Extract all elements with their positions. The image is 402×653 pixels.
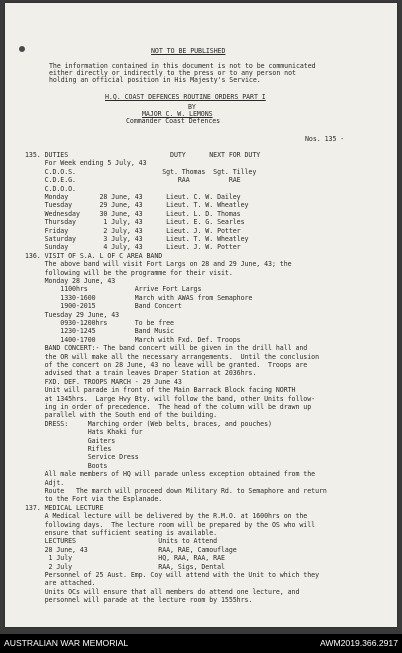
body-line: Rifles xyxy=(25,445,112,453)
body-line: Monday 28 June, 43 Lieut. C. W. Dailey xyxy=(25,193,241,201)
author-title: Commander Coast Defences xyxy=(126,117,221,125)
body-line: Friday 2 July, 43 Lieut. J. W. Potter xyxy=(25,226,241,235)
body-line: Route The march will proceed down Military Rd. to Semaphore and return xyxy=(25,487,327,495)
body-line: 1900-2015 Band Concert xyxy=(25,302,182,311)
footer-institution: AUSTRALIAN WAR MEMORIAL xyxy=(4,638,129,648)
body-line: of the concert on 28 June, 43 no leave will be granted. Troops are xyxy=(25,361,308,369)
body-line: Gaiters xyxy=(25,436,116,445)
order-number: Nos. 135 - xyxy=(305,135,345,143)
body-line: DRESS: Marching order (Web belts, braces, and pouches) xyxy=(25,419,272,428)
body-line: C.D.O.S. Sgt. Thomas Sgt. Tilley xyxy=(25,167,257,176)
body-line: Personnel of 25 Aust. Emp. Coy will attend with the Unit to which they xyxy=(25,571,319,579)
body-line: ensure that sufficient seating is available. xyxy=(25,529,218,537)
author-name: MAJOR C. W. LEMONS xyxy=(142,110,213,118)
by-line: BY xyxy=(188,103,196,111)
body-line: Hats Khaki fur xyxy=(25,428,143,437)
body-line: The above band will visit Fort Largs on 28 and 29 June, 43; the xyxy=(25,260,292,269)
punch-hole xyxy=(19,46,25,52)
body-line: the OR will make all the necessary arrangements. Until the conclusion xyxy=(25,352,319,361)
body-line: ing in order of precedence. The head of the column will be drawn up xyxy=(25,403,312,411)
notice-line-2: either directly or indirectly to the press or to any person not xyxy=(49,69,296,77)
body-line: Service Dress xyxy=(25,453,139,462)
body-line: following will be the programme for their visit. xyxy=(25,268,233,277)
body-line: Boots xyxy=(25,461,108,470)
body-line: C.D.O.O. xyxy=(25,184,76,193)
body-line: Wednesday 30 June, 43 Lieut. L. D. Thomas xyxy=(25,209,241,218)
body-line: 136. VISIT OF S.A. L OF C AREA BAND xyxy=(25,251,163,260)
body-line: following days. The lecture room will be prepared by the OS who will xyxy=(25,520,316,529)
document-title: NOT TO BE PUBLISHED xyxy=(151,47,226,55)
body-line: Tuesday 29 June, 43 xyxy=(25,310,120,319)
body-line: Unit will parade in front of the Main Barrack Block facing NORTH xyxy=(25,386,296,395)
body-line: 0930-1200hrs To be free xyxy=(25,319,174,327)
body-line: Tuesday 29 June, 43 Lieut. T. W. Wheatley xyxy=(25,201,249,210)
body-line: 28 June, 43 RAA, RAE, Camouflage xyxy=(25,545,237,554)
footer-bar xyxy=(0,634,402,653)
body-line: 2 July RAA, Sigs, Dental xyxy=(25,562,225,571)
body-line: Units OCs will ensure that all members do attend one lecture, and xyxy=(25,587,300,596)
body-line: 1400-1700 March with Fxd. Def. Troops xyxy=(25,335,241,344)
body-line: C.D.E.G. RAA RAE xyxy=(25,176,241,185)
body-line: 1330-1600 March with AWAS from Semaphore xyxy=(25,293,253,302)
body-line: A Medical lecture will be delivered by the R.M.O. at 1600hrs on the xyxy=(25,512,308,521)
body-line: Adjt. xyxy=(25,478,65,487)
body-line: Saturday 3 July, 43 Lieut. T. W. Wheatley xyxy=(25,235,249,243)
body-line: 1 July HQ, RAA, RAA, RAE xyxy=(25,554,225,563)
notice-line-3: holding an official position in His Majesty's Service. xyxy=(49,76,261,84)
order-title: H.Q. COAST DEFENCES ROUTINE ORDERS PART I xyxy=(105,93,266,101)
body-line: Monday 28 June, 43 xyxy=(25,277,116,285)
body-line: For Week ending 5 July, 43 xyxy=(25,159,147,168)
body-line: BAND CONCERT:- The band concert will be given in the drill hall and xyxy=(25,344,308,353)
body-line: 1100hrs Arrive Fort Largs xyxy=(25,285,202,294)
notice-line-1: The information contained in this document is not to be communicated xyxy=(49,62,316,70)
footer-accession-number: AWM2019.366.2917 xyxy=(319,638,398,648)
body-line: FXD. DEF. TROOPS MARCH - 29 June 43 xyxy=(25,377,182,386)
body-line: LECTURES Units to Attend xyxy=(25,537,218,546)
body-line: advised that a train leaves Draper Station at 2036hrs. xyxy=(25,369,257,378)
body-line: 137. MEDICAL LECTURE xyxy=(25,503,104,512)
document-page xyxy=(5,3,397,627)
body-line: parallel with the South end of the building. xyxy=(25,411,218,420)
body-line: personnel will parade at the lecture room by 1555hrs. xyxy=(25,596,253,605)
body-line: to the Fort via the Esplanade. xyxy=(25,495,163,504)
body-line: 1230-1245 Band Music xyxy=(25,327,174,336)
body-line: Thursday 1 July, 43 Lieut. E. G. Searles xyxy=(25,218,245,227)
body-line: at 1345hrs. Large Hvy Bty. will follow the band, other Units follow- xyxy=(25,394,316,403)
body-line: All male members of HQ will parade unless exception obtained from the xyxy=(25,470,316,479)
body-line: Sunday 4 July, 43 Lieut. J. W. Potter xyxy=(25,243,241,252)
body-line: 135. DUTIES DUTY NEXT FOR DUTY xyxy=(25,151,261,159)
body-line: are attached. xyxy=(25,579,96,588)
